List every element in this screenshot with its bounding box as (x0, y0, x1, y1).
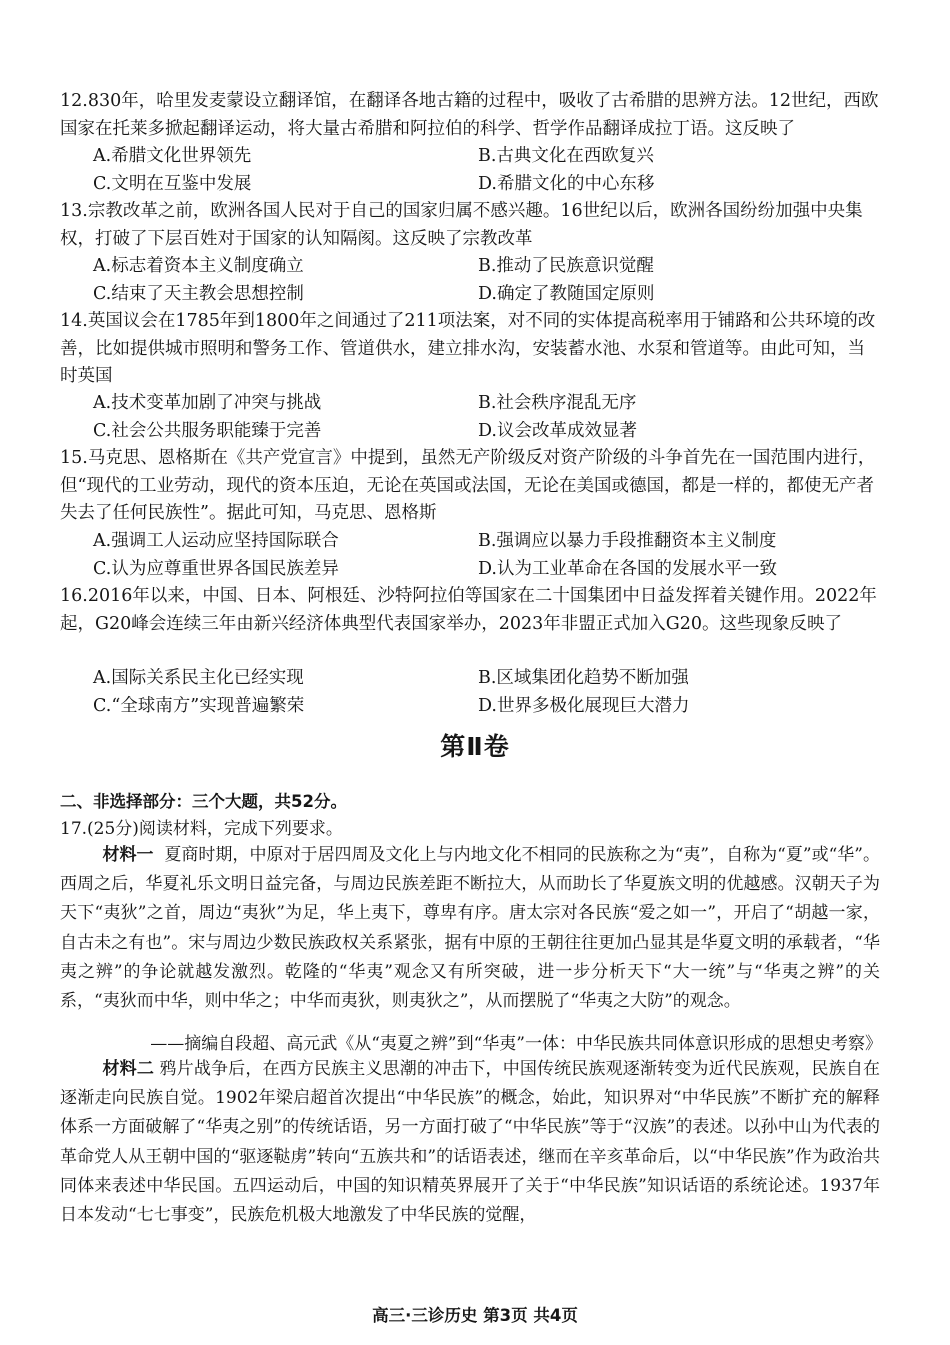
option-a: A.标志着资本主义制度确立 (93, 256, 304, 276)
option-d: D.议会改革成效显著 (478, 420, 637, 441)
material-two (60, 1055, 880, 1230)
option-d: D.认为工业革命在各国的发展水平一致 (478, 558, 777, 579)
question-16 (60, 583, 880, 638)
option-d: D.确定了教随国定原则 (478, 283, 655, 304)
question-14-options (93, 390, 883, 445)
material-label: 材料二 (102, 1059, 154, 1079)
material-one (60, 841, 880, 1016)
question-stem: 15.马克思、恩格斯在《共产党宣言》中提到，虽然无产阶级反对资产阶级的斗争首先在一国范围内进行，但“现代的工业劳动，现代的资本压迫，无论在英国或法国，无论在美国或德国，都是一样的，都使无产者失去了任何民族性”。据此可知，马克思、恩格斯 (60, 448, 876, 523)
page-footer: 高三·三诊历史 第3页 共4页 (372, 1306, 578, 1325)
question-17-stem: 17.(25分)阅读材料，完成下列要求。 (60, 819, 343, 839)
option-d: D.希腊文化的中心东移 (478, 173, 655, 194)
material-source: ——摘编自段超、高元武《从“夷夏之辨”到“华夷”一体：中华民族共同体意识形成的思想史考察》 (150, 1034, 882, 1054)
option-a: A.强调工人运动应坚持国际联合 (93, 531, 339, 551)
question-stem: 14.英国议会在1785年到1800年之间通过了211项法案，对不同的实体提高税率用于铺路和公共环境的改善，比如提供城市照明和警务工作、管道供水，建立排水沟，安装蓄水池、水泵和管道等。由此可知，当时英国 (60, 311, 876, 386)
option-b: B.社会秩序混乱无序 (478, 393, 637, 413)
option-a: A.技术变革加剧了冲突与挑战 (93, 393, 322, 413)
option-b: B.强调应以暴力手段推翻资本主义制度 (478, 531, 777, 551)
material-text: 鸦片战争后，在西方民族主义思潮的冲击下，中国传统民族观逐渐转变为近代民族观，民族自在逐渐走向民族自觉。1902年梁启超首次提出“中华民族”的概念，始此，知识界对“中华民族”不断扩充的解释体系一方面破解了“华夷之别”的传统话语，另一方面打破了“中华民族”等于“汉族”的表述。以孙中山为代表的革命党人从王朝中国的“驱逐鞑虏”转向“五族共和”的话语表述，继而在辛亥革命后，以“中华民族”作为政治共同体来表述中华民国。五四运动后，中国的知识精英界展开了关于“中华民族”知识话语的系统论述。1937年日本发动“七七事变”，民族危机极大地激发了中华民族的觉醒， (60, 1059, 881, 1226)
question-12-options (93, 143, 883, 198)
question-15 (60, 445, 880, 528)
option-c: C.文明在互鉴中发展 (93, 173, 252, 194)
option-a: A.国际关系民主化已经实现 (93, 668, 304, 688)
question-14 (60, 308, 880, 391)
option-a: A.希腊文化世界领先 (93, 146, 252, 166)
question-stem: 12.830年，哈里发麦蒙设立翻译馆，在翻译各地古籍的过程中，吸收了古希腊的思辨方法。12世纪，西欧国家在托莱多掀起翻译运动，将大量古希腊和阿拉伯的科学、哲学作品翻译成拉丁语。这反映了 (60, 91, 879, 139)
question-16-options (93, 665, 883, 720)
part-title: 二、非选择部分：三个大题，共52分。 (60, 792, 347, 811)
material-label: 材料一 (102, 845, 154, 865)
option-c: C.社会公共服务职能臻于完善 (93, 420, 322, 441)
option-c: C.“全球南方”实现普遍繁荣 (93, 695, 305, 716)
question-13 (60, 198, 880, 253)
option-d: D.世界多极化展现巨大潜力 (478, 695, 690, 716)
question-13-options (93, 253, 883, 308)
option-c: C.结束了天主教会思想控制 (93, 283, 304, 304)
question-12 (60, 88, 880, 143)
question-stem: 16.2016年以来，中国、日本、阿根廷、沙特阿拉伯等国家在二十国集团中日益发挥着关键作用。2022年起，G20峰会连续三年由新兴经济体典型代表国家举办，2023年非盟正式加入G20。这些现象反映了 (60, 586, 877, 634)
option-b: B.区域集团化趋势不断加强 (478, 668, 689, 688)
option-b: B.推动了民族意识觉醒 (478, 256, 654, 276)
question-stem: 13.宗教改革之前，欧洲各国人民对于自己的国家归属不感兴趣。16世纪以后，欧洲各国纷纷加强中央集权，打破了下层百姓对于国家的认知隔阂。这反映了宗教改革 (60, 201, 863, 249)
section-title: 第Ⅱ卷 (440, 732, 510, 761)
question-15-options (93, 528, 883, 583)
option-b: B.古典文化在西欧复兴 (478, 146, 654, 166)
option-c: C.认为应尊重世界各国民族差异 (93, 558, 339, 579)
material-text: 夏商时期，中原对于居四周及文化上与内地文化不相同的民族称之为“夷”，自称为“夏”或“华”。西周之后，华夏礼乐文明日益完备，与周边民族差距不断拉大，从而助长了华夏族文明的优越感。汉朝天子为天下“夷狄”之首，周边“夷狄”为足，华上夷下，尊卑有序。唐太宗对各民族“爱之如一”，开启了“胡越一家，自古未之有也”。宋与周边少数民族政权关系紧张，据有中原的王朝往往更加凸显其是华夏文明的承载者，“华夷之辨”的争论就越发激烈。乾隆的“华夷”观念又有所突破，进一步分析天下“大一统”与“华夷之辨”的关系，“夷狄而中华，则中华之；中华而夷狄，则夷狄之”，从而摆脱了“华夷之大防”的观念。 (60, 845, 881, 1012)
